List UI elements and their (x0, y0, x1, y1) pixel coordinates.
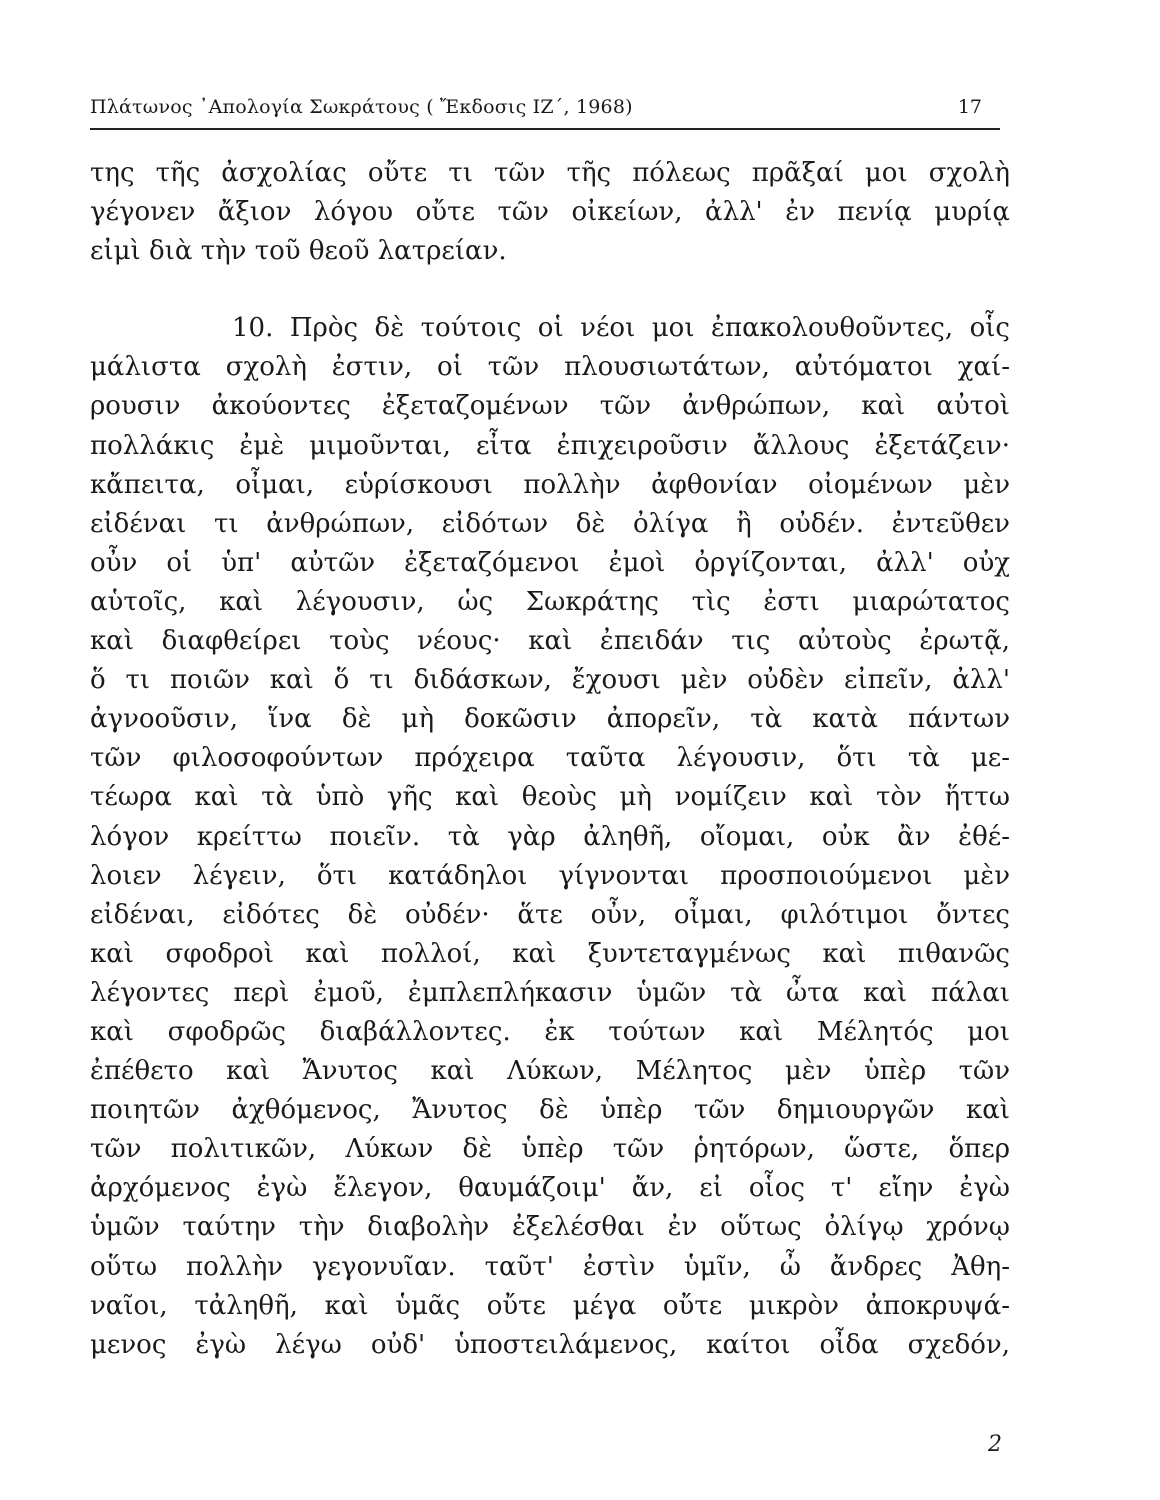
text-line: καὶ διαφθείρει τοὺς νέους· καὶ ἐπειδάν τις αὐτοὺς ἐρωτᾷ, (90, 626, 1010, 657)
text-line: οὖν οἱ ὑπ' αὐτῶν ἐξεταζόμενοι ἐμοὶ ὀργίζονται, ἀλλ' οὐχ (90, 547, 1010, 578)
paragraph-gap (90, 271, 1010, 309)
text-line: ἀρχόμενος ἐγὼ ἔλεγον, θαυμάζοιμ' ἄν, εἰ οἷος τ' εἴην ἐγὼ (90, 1173, 1010, 1204)
text-line: οὕτω πολλὴν γεγονυῖαν. ταῦτ' ἐστὶν ὑμῖν, ὦ ἄνδρες Ἀθη- (90, 1251, 1010, 1282)
text-line: τῶν φιλοσοφούντων πρόχειρα ταῦτα λέγουσιν, ὅτι τὰ με- (90, 743, 1010, 774)
text-line: της τῆς ἀσχολίας οὔτε τι τῶν τῆς πόλεως πρᾶξαί μοι σχολὴ (90, 158, 1010, 188)
text-line: καὶ σφοδρῶς διαβάλλοντες. ἐκ τούτων καὶ Μέλητός μοι (90, 1016, 1010, 1047)
text-line: γέγονεν ἄξιον λόγου οὔτε τῶν οἰκείων, ἀλλ' ἐν πενίᾳ μυρίᾳ (90, 197, 1010, 228)
text-line: 10. Πρὸς δὲ τούτοις οἱ νέοι μοι ἐπακολουθοῦντες, οἷς (232, 313, 1010, 344)
text-line: μάλιστα σχολὴ ἐστιν, οἱ τῶν πλουσιωτάτων, αὐτόματοι χαί- (90, 352, 1010, 383)
paragraph-2 (90, 309, 1010, 1365)
header-title: Πλάτωνος ᾿Απολογία Σωκράτους ( Ἔκδοσις ΙΖ΄, 1968) (90, 96, 633, 118)
text-line: ρουσιν ἀκούοντες ἐξεταζομένων τῶν ἀνθρώπων, καὶ αὐτοὶ (90, 391, 1010, 422)
text-line: εἰδέναι, εἰδότες δὲ οὐδέν· ἅτε οὖν, οἶμαι, φιλότιμοι ὄντες (90, 899, 1010, 930)
text-line: ὅ τι ποιῶν καὶ ὅ τι διδάσκων, ἔχουσι μὲν οὐδὲν εἰπεῖν, ἀλλ' (90, 665, 1010, 696)
text-line: λέγοντες περὶ ἐμοῦ, ἐμπλεπλήκασιν ὑμῶν τὰ ὦτα καὶ πάλαι (90, 977, 1010, 1008)
text-line: ποιητῶν ἀχθόμενος, Ἄνυτος δὲ ὑπὲρ τῶν δημιουργῶν καὶ (90, 1095, 1010, 1126)
text-line: λόγον κρείττω ποιεῖν. τὰ γὰρ ἀληθῆ, οἴομαι, οὐκ ἂν ἐθέ- (90, 821, 1010, 852)
text-line: εἰδέναι τι ἀνθρώπων, εἰδότων δὲ ὀλίγα ἢ οὐδέν. ἐντεῦθεν (90, 508, 1010, 539)
text-line: αὑτοῖς, καὶ λέγουσιν, ὡς Σωκράτης τὶς ἐστι μιαρώτατος (90, 586, 1010, 617)
text-line: τῶν πολιτικῶν, Λύκων δὲ ὑπὲρ τῶν ῥητόρων, ὥστε, ὅπερ (90, 1134, 1010, 1165)
page-number: 17 (957, 96, 982, 118)
text-line: καὶ σφοδροὶ καὶ πολλοί, καὶ ξυντεταγμένως καὶ πιθανῶς (90, 938, 1010, 969)
text-line: τέωρα καὶ τὰ ὑπὸ γῆς καὶ θεοὺς μὴ νομίζειν καὶ τὸν ἥττω (90, 782, 1010, 813)
body-text (90, 154, 1010, 1365)
text-line: πολλάκις ἐμὲ μιμοῦνται, εἶτα ἐπιχειροῦσιν ἄλλους ἐξετάζειν· (90, 430, 1010, 461)
paragraph-1 (90, 154, 1010, 271)
text-line: εἰμὶ διὰ τὴν τοῦ θεοῦ λατρείαν. (90, 236, 507, 267)
text-line: μενος ἐγὼ λέγω οὐδ' ὑποστειλάμενος, καίτοι οἶδα σχεδόν, (90, 1329, 1010, 1360)
signature-mark: 2 (988, 1432, 1002, 1457)
running-header (90, 94, 1000, 130)
text-line: λοιεν λέγειν, ὅτι κατάδηλοι γίγνονται προσποιούμενοι μὲν (90, 860, 1010, 891)
text-line: κἄπειτα, οἶμαι, εὑρίσκουσι πολλὴν ἀφθονίαν οἰομένων μὲν (90, 469, 1010, 500)
text-line: ἐπέθετο καὶ Ἄνυτος καὶ Λύκων, Μέλητος μὲν ὑπὲρ τῶν (90, 1056, 1010, 1087)
text-line: ὑμῶν ταύτην τὴν διαβολὴν ἐξελέσθαι ἐν οὕτως ὀλίγῳ χρόνῳ (90, 1212, 1010, 1243)
text-line: ἀγνοοῦσιν, ἵνα δὲ μὴ δοκῶσιν ἀπορεῖν, τὰ κατὰ πάντων (90, 704, 1010, 735)
text-line: ναῖοι, τἀληθῆ, καὶ ὑμᾶς οὔτε μέγα οὔτε μικρὸν ἀποκρυψά- (90, 1290, 1010, 1321)
